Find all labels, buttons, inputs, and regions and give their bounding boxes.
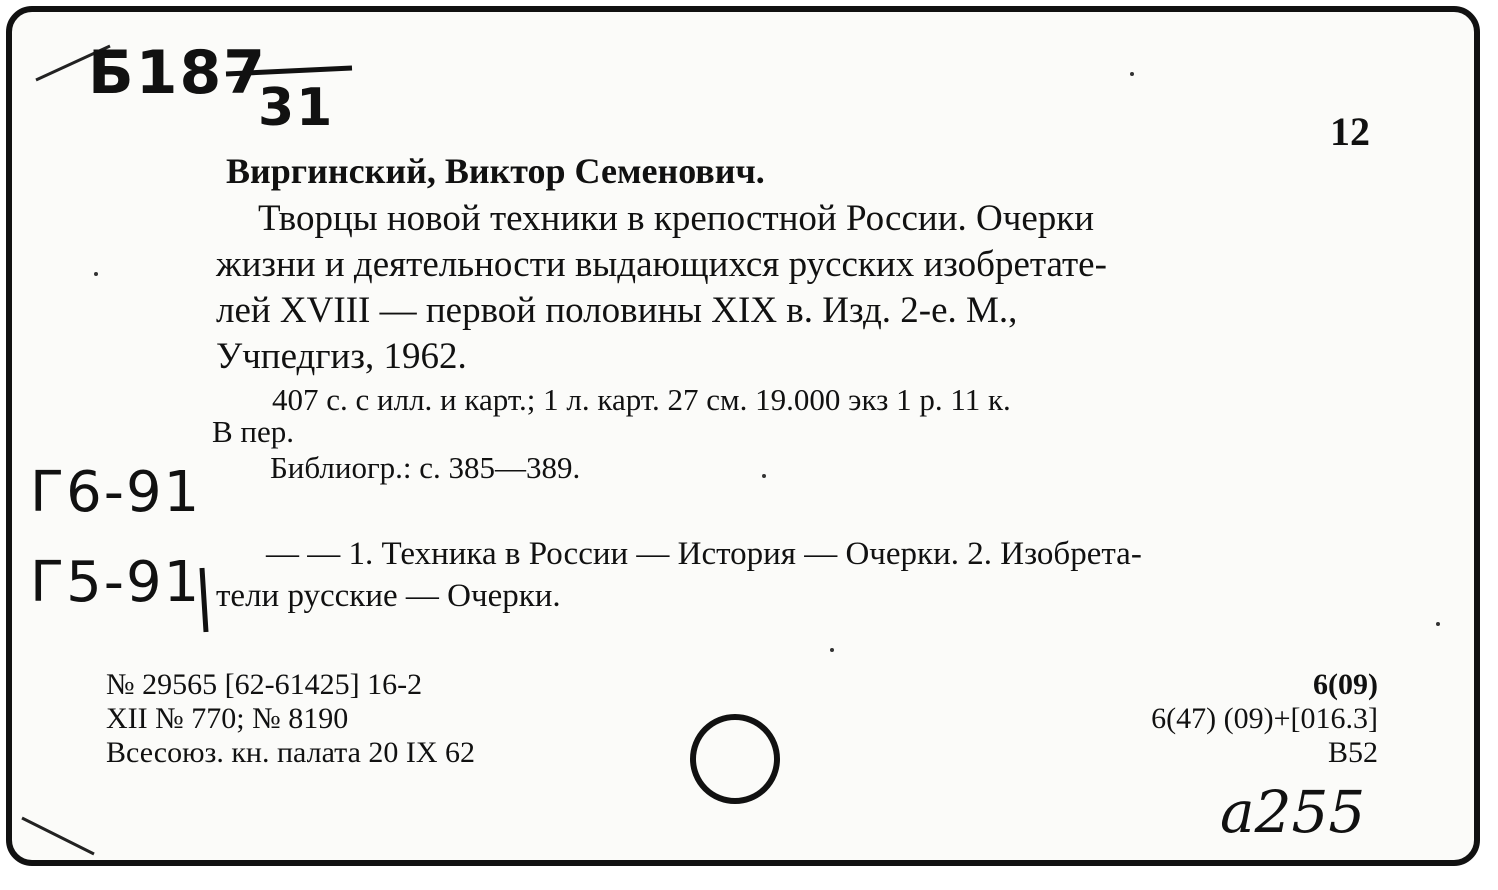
subject-headings-line-1: — — 1. Техника в России — История — Очерки. 2. Изобрета- (266, 536, 1142, 572)
classification-line-2: 6(47) (09)+[016.3] (1151, 702, 1378, 735)
registration-line-2: XII № 770; № 8190 (106, 702, 349, 735)
classification-line-1: 6(09) (1313, 668, 1378, 701)
call-number-sub: 31 (258, 78, 335, 138)
binding-line: В пер. (212, 414, 295, 449)
punch-hole (690, 714, 780, 804)
author-heading: Виргинский, Виктор Семенович. (226, 151, 765, 191)
corner-stroke-bottom (22, 818, 94, 854)
registration-line-3: Всесоюз. кн. палата 20 IX 62 (106, 736, 476, 769)
title-block (216, 196, 1376, 380)
title-line-2: жизни и деятельности выдающихся русских изобретате- (216, 244, 1107, 285)
classification-block (1151, 668, 1378, 770)
bibliography-note: Библиогр.: с. 385—389. (270, 450, 581, 485)
call-number-main: Б187 (88, 38, 267, 108)
speck (830, 648, 834, 652)
speck (94, 272, 98, 276)
margin-bar (202, 568, 206, 632)
card-number: 12 (1330, 109, 1370, 154)
classification-line-3: В52 (1327, 736, 1378, 769)
collation-line: 407 с. с илл. и карт.; 1 л. карт. 27 см. 19.000 экз 1 р. 11 к. (272, 382, 1011, 417)
title-line-4: Учпедгиз, 1962. (216, 336, 467, 377)
registration-block (106, 668, 475, 770)
speck (762, 474, 766, 478)
speck (1130, 72, 1134, 76)
title-line-1: Творцы новой техники в крепостной России. Очерки (258, 198, 1095, 239)
registration-line-1: № 29565 [62-61425] 16-2 (106, 668, 423, 701)
margin-note-1: Г6-91 (30, 460, 202, 525)
title-line-3: лей XVIII — первой половины XIX в. Изд. 2-е. М., (216, 290, 1018, 331)
subject-headings-line-2: тели русские — Очерки. (216, 578, 561, 614)
margin-note-2: Г5-91 (30, 550, 202, 615)
inventory-mark: a255 (1220, 778, 1366, 846)
speck (1436, 622, 1440, 626)
